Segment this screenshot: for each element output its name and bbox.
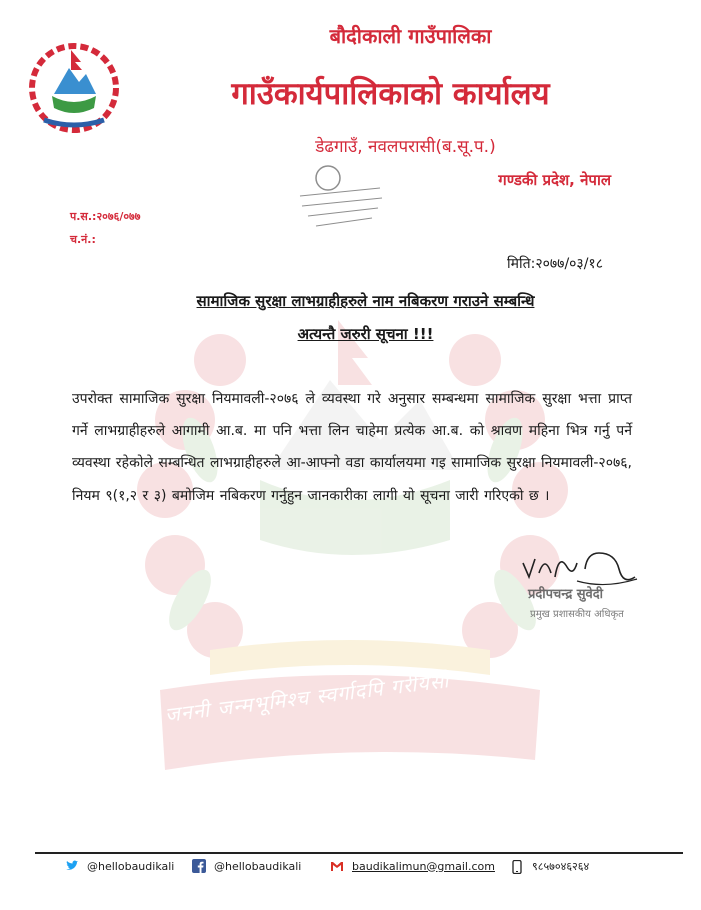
office-stamp [290,160,390,240]
office-address: डेढगाउँ, नवलपरासी(ब.सू.प.) [315,137,496,157]
footer-facebook[interactable] [192,859,301,873]
phone-icon [510,860,524,874]
signatory-title: प्रमुख प्रशासकीय अधिकृत [530,609,624,620]
phone-number: ९८५७०४६२६४ [532,860,590,873]
twitter-handle: @hellobaudikali [87,859,175,873]
notice-date: मिति:२०७७/०३/१८ [507,256,603,272]
facebook-handle: @hellobaudikali [214,859,302,873]
subject-line-1: सामाजिक सुरक्षा लाभग्राहीहरुले नाम नबिकरण गराउने सम्बन्धि [196,292,535,310]
office-name: गाउँकार्यपालिकाको कार्यालय [231,76,550,112]
gmail-icon [330,859,344,873]
subject-line-2: अत्यन्तै जरुरी सूचना !!! [297,325,434,343]
footer [0,859,701,879]
facebook-icon [192,859,206,873]
national-motto: जननी जन्मभूमिश्च स्वर्गादपि गरीयसी [163,668,451,727]
reference-number: प.स.:२०७६/०७७ [70,210,141,223]
province-name: गण्डकी प्रदेश, नेपाल [498,171,611,189]
signatory-name: प्रदीपचन्द्र सुवेदी [528,587,604,602]
footer-email[interactable] [330,859,495,873]
notice-body: उपरोक्त सामाजिक सुरक्षा नियमावली-२०७६ ले व्यवस्था गरे अनुसार सम्बन्धमा सामाजिक सुरक्षा भत्ता प्राप्त गर्ने लाभग्राहीहरुले आगामी आ.ब. मा पनि भत्ता लिन चाहेमा प्रत्येक आ.ब. को श्रावण महिना भित्र गर्नु पर्ने व्यवस्था रहेकोले सम्बन्धित लाभग्राहीहरुले आ-आफ्नो वडा कार्यालयमा गइ सामाजिक सुरक्षा नियमावली-२०७६, नियम ९(१,२ र ३) बमोजिम नबिकरण गर्नुहुन जानकारीका लागी यो सूचना जारी गरिएको छ । [72,391,632,504]
email-address: baudikalimun@gmail.com [352,859,495,873]
footer-twitter[interactable] [65,859,174,873]
dispatch-number: च.नं.: [70,233,96,246]
municipality-name: बौदीकाली गाउँपालिका [329,24,492,48]
footer-phone[interactable] [510,859,589,874]
footer-divider [35,852,683,854]
twitter-icon [65,859,79,873]
